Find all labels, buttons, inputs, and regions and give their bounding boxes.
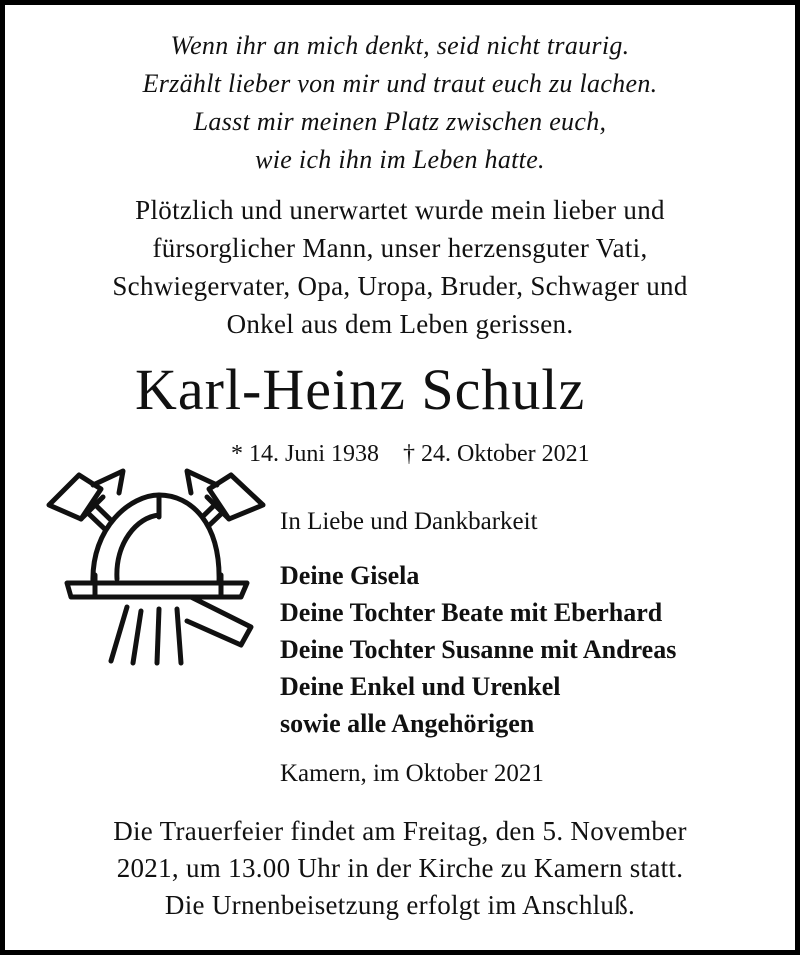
notice-line: Die Trauerfeier findet am Freitag, den 5. November [113,816,687,846]
deceased-name: Karl-Heinz Schulz [135,357,586,422]
obituary-notice [5,5,795,950]
poem [5,27,795,179]
intro-line: Schwiegervater, Opa, Uropa, Bruder, Schwager und [112,271,688,301]
notice-line: 2021, um 13.00 Uhr in der Kirche zu Kamern statt. [116,853,684,883]
firefighter-helmet-axes-icon [41,457,271,667]
dankbarkeit-line: In Liebe und Dankbarkeit [280,508,538,535]
family-member: Deine Tochter Susanne mit Andreas [280,635,677,664]
poem-line: Wenn ihr an mich denkt, seid nicht traurig. [170,31,630,60]
poem-line: wie ich ihn im Leben hatte. [255,145,545,174]
family-member: Deine Tochter Beate mit Eberhard [280,598,663,627]
intro-line: fürsorglicher Mann, unser herzensguter Vati, [152,233,648,263]
death-date: † 24. Oktober 2021 [403,441,590,467]
funeral-notice [5,813,795,924]
family-list [280,557,676,742]
place-date: Kamern, im Oktober 2021 [280,760,544,787]
life-dates [231,437,590,471]
family-member: Deine Enkel und Urenkel [280,672,561,701]
poem-line: Lasst mir meinen Platz zwischen euch, [193,107,607,136]
family-member: sowie alle Angehörigen [280,709,535,738]
intro-line: Onkel aus dem Leben gerissen. [226,309,574,339]
poem-line: Erzählt lieber von mir und traut euch zu lachen. [142,69,658,98]
family-member: Deine Gisela [280,561,420,590]
notice-line: Die Urnenbeisetzung erfolgt im Anschluß. [164,890,636,920]
intro-line: Plötzlich und unerwartet wurde mein lieber und [135,195,665,225]
birth-date: * 14. Juni 1938 [231,441,380,467]
intro-text [5,191,795,343]
